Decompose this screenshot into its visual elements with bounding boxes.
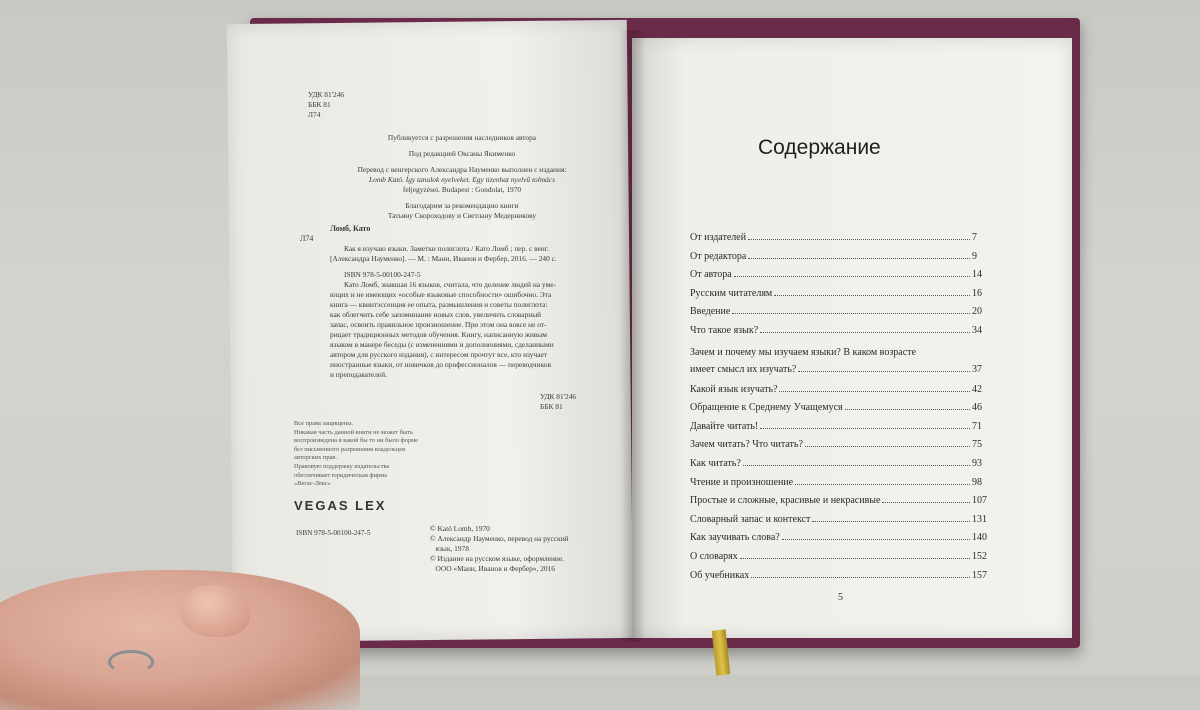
toc-entry-page: 37	[972, 363, 982, 375]
toc-entry-page: 107	[972, 495, 987, 507]
annotation	[330, 280, 590, 380]
toc-entry-label: Давайте читать!	[690, 420, 759, 432]
toc-entry-page: 14	[972, 269, 982, 281]
toc-entry	[690, 477, 990, 496]
rights-line: Правовую поддержку издательства	[294, 462, 390, 470]
book-gutter	[620, 30, 646, 642]
toc-entry	[690, 384, 990, 403]
toc-entry	[690, 458, 990, 477]
toc-entry-label: Введение	[690, 306, 731, 318]
ring	[108, 650, 154, 674]
biblio-line: [Александра Науменко]. — М. : Манн, Иванов и Фербер, 2016. — 240 с.	[330, 254, 557, 263]
copyright-line: язык, 1978	[430, 544, 469, 553]
annotation-line: как облегчить себе запоминание новых слов, увеличить словарный	[330, 310, 542, 319]
toc-entry-label: Обращение к Среднему Учащемуся	[690, 402, 843, 414]
toc-entry-label: От издателей	[690, 232, 747, 243]
vegas-lex-logo: VEGAS LEX	[294, 498, 387, 513]
page-number: 5	[838, 592, 843, 603]
rights-line: без письменного разрешения владельцев	[294, 445, 406, 453]
author-index: Л74	[300, 234, 314, 243]
toc-entry	[690, 532, 990, 551]
toc-entry	[690, 325, 990, 344]
toc-entry-page: 140	[972, 532, 987, 544]
bibliographic-record	[330, 244, 590, 280]
toc-entry-label: Зачем читать? Что читать?	[690, 439, 803, 451]
udk-line: УДК 81'246	[540, 392, 577, 401]
copyright-block	[430, 524, 610, 574]
toc-entry-page: 157	[972, 569, 987, 581]
toc-entry-label: Об учебниках	[690, 569, 750, 581]
toc-entry	[690, 402, 990, 421]
toc-entry-page: 34	[972, 324, 982, 336]
toc-title: Содержание	[758, 136, 881, 159]
toc-entry	[690, 306, 990, 325]
credit-line: feljegyzései. Budapest : Gondolat, 1970	[402, 185, 522, 194]
isbn-small: ISBN 978-5-00100-247-5	[296, 529, 371, 537]
credit-line: Lomb Kató. Így tanulok nyelveket. Egy tizenhat nyelvű tolmács	[369, 175, 555, 184]
toc-entry-page: 16	[972, 287, 982, 299]
rights-line: обеспечивает юридическая фирма	[294, 471, 387, 479]
toc-entry	[690, 288, 990, 307]
hand	[0, 570, 360, 710]
table-of-contents	[690, 232, 990, 588]
rights-line: авторских прав.	[294, 454, 338, 462]
copyright-line: © Kató Lomb, 1970	[430, 524, 490, 533]
annotation-line: запас, освоить правильное произношение. При этом она вовсе не от-	[330, 320, 547, 329]
toc-entry	[690, 570, 990, 589]
annotation-line: рицает традиционных методов обучения. Книгу, написанную живым	[330, 330, 547, 339]
annotation-line: иностранные языки, от новичков до профессионалов — переводчиков	[330, 360, 551, 369]
toc-entry	[690, 514, 990, 533]
rights-line: «Вегас-Лекс»	[294, 480, 331, 488]
toc-entry-label: Русским читателям	[690, 287, 773, 299]
toc-entry-page: 131	[972, 513, 987, 525]
rights-notice	[294, 420, 434, 489]
toc-entry-label: Чтение и произношение	[690, 476, 794, 488]
copyright-line: © Александр Науменко, перевод на русский	[430, 534, 569, 543]
toc-entry-page: 75	[972, 439, 982, 451]
annotation-line: и преподавателей.	[330, 370, 387, 379]
toc-entry	[690, 269, 990, 288]
toc-entry-label: имеет смысл их изучать?	[690, 363, 797, 375]
toc-entry-label: Зачем и почему мы изучаем языки? В каком возрасте	[690, 346, 916, 358]
udk-bottom	[540, 392, 576, 412]
index-line: Л74	[308, 110, 321, 119]
toc-entry-label: От автора	[690, 269, 732, 281]
credit-line: Под редакцией Оксаны Якименко	[408, 149, 516, 158]
toc-entry-page: 152	[972, 550, 987, 562]
toc-entry	[690, 251, 990, 270]
rights-line: воспроизведена в какой бы то ни было форме	[294, 437, 418, 445]
rights-line: Никакая часть данной книги не может быть	[294, 428, 413, 436]
credit-line: Благодарим за рекомендацию книги	[405, 201, 519, 210]
isbn-line: ISBN 978-5-00100-247-5	[344, 270, 421, 279]
toc-entry	[690, 439, 990, 458]
toc-entry-label: Простые и сложные, красивые и некрасивые	[690, 495, 881, 507]
toc-entry	[690, 421, 990, 440]
bbk-line: ББК 81	[308, 100, 331, 109]
annotation-line: Като Ломб, знавшая 16 языков, считала, что деление людей на уме-	[344, 280, 556, 289]
toc-entry-label: Словарный запас и контекст	[690, 513, 811, 525]
toc-entry-label: Как читать?	[690, 457, 741, 469]
toc-entry-label: Что такое язык?	[690, 324, 759, 336]
copyright-line: ООО «Манн, Иванов и Фербер», 2016	[430, 564, 555, 573]
credit-line: Татьяну Скороходову и Светлану Медерникову	[387, 211, 537, 220]
annotation-line: книга — квинтэссенция ее опыта, размышления и советы полиглота:	[330, 300, 548, 309]
toc-entry-page: 46	[972, 402, 982, 414]
annotation-line: автором для русского издания), с интересом прочтут все, кто изучает	[330, 350, 548, 359]
toc-entry	[690, 551, 990, 570]
toc-entry-page: 20	[972, 306, 982, 318]
toc-entry-label: Как заучивать слова?	[690, 532, 780, 544]
rights-line: Все права защищены.	[294, 420, 354, 427]
toc-entry	[690, 232, 990, 251]
udk-top	[308, 90, 344, 120]
toc-entry-label: О словарях	[690, 550, 738, 562]
credit-line: Перевод с венгерского Александра Науменко выполнен с издания:	[357, 165, 567, 174]
toc-entry-page: 93	[972, 457, 982, 469]
annotation-line: ющих и не имеющих «особые языковые способности» ошибочно. Эта	[330, 290, 552, 299]
udk-line: УДК 81'246	[308, 90, 345, 99]
biblio-line: Как я изучаю языки. Заметки полиглота / Като Ломб ; пер. с венг.	[344, 244, 549, 253]
toc-entry-label: От редактора	[690, 250, 747, 262]
bbk-line: ББК 81	[540, 402, 563, 411]
toc-entry	[690, 344, 990, 378]
credit-line: Публикуется с разрешения наследников автора	[387, 133, 537, 142]
thumb	[180, 585, 250, 637]
toc-entry-page: 7	[972, 232, 977, 243]
toc-entry-label: Какой язык изучать?	[690, 383, 778, 395]
toc-entry-page: 98	[972, 476, 982, 488]
author-name: Ломб, Като	[330, 224, 371, 233]
toc-entry-page: 71	[972, 420, 982, 432]
credits-block	[344, 133, 580, 221]
annotation-line: языком в манере беседы (с изменениями и дополнениями, сделанными	[330, 340, 554, 349]
toc-entry	[690, 495, 990, 514]
toc-entry-page: 42	[972, 383, 982, 395]
copyright-line: © Издание на русском языке, оформление.	[430, 554, 565, 563]
toc-entry-page: 9	[972, 250, 977, 262]
